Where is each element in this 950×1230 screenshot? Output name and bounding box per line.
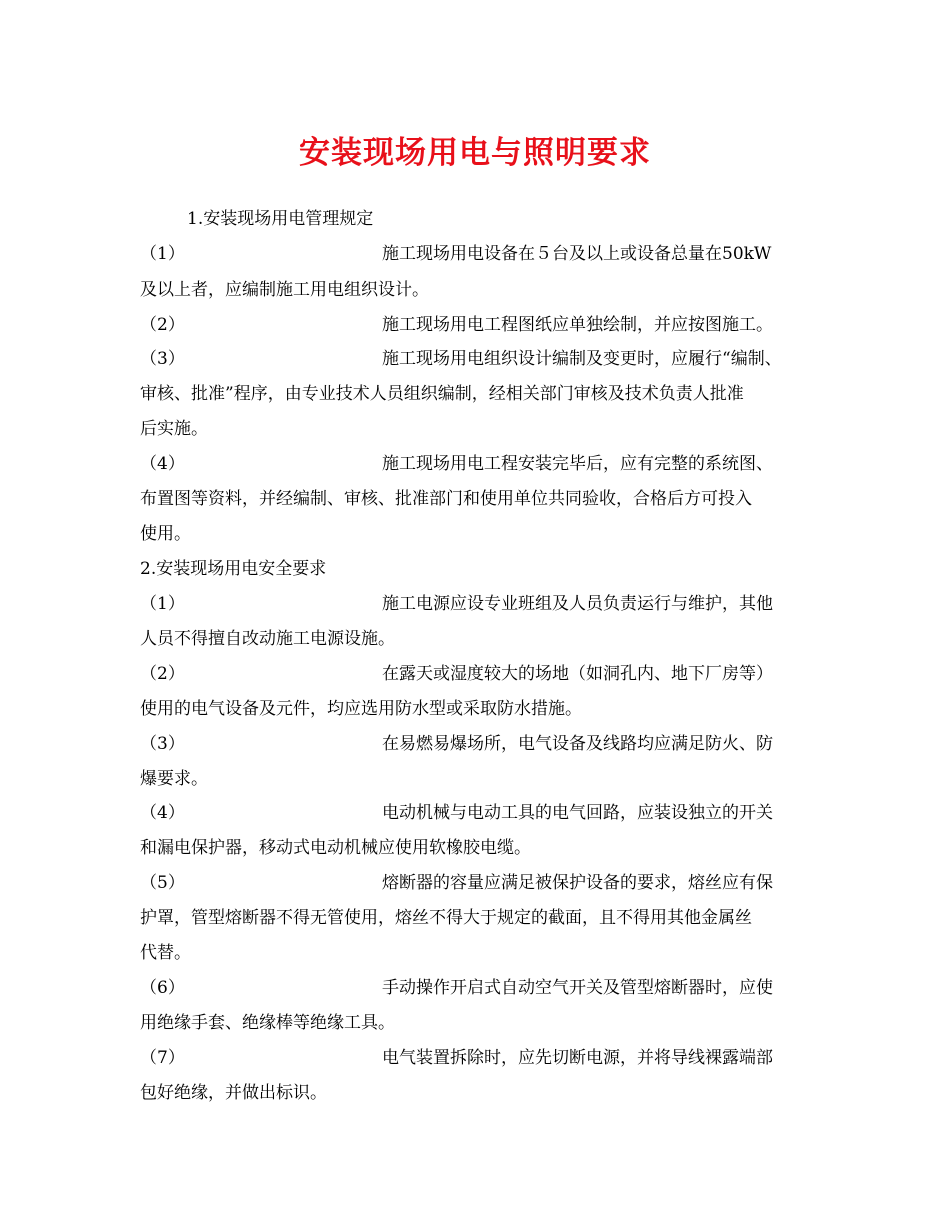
item-number: （5） <box>140 873 185 893</box>
item-number: （3） <box>140 734 185 754</box>
item-text-line: 手动操作开启式自动空气开关及管型熔断器时，应使 <box>382 978 773 998</box>
item-text-line: 施工现场用电工程安装完毕后，应有完整的系统图、 <box>382 454 773 474</box>
item-text-line: 施工现场用电工程图纸应单独绘制，并应按图施工。 <box>382 315 773 335</box>
item-text-line: 在露天或湿度较大的场地（如洞孔内、地下厂房等） <box>382 664 773 684</box>
section-1-heading: 1.安装现场用电管理规定 <box>187 209 374 229</box>
item-number: （1） <box>140 594 185 614</box>
item-text-line: 电气装置拆除时，应先切断电源，并将导线裸露端部 <box>382 1048 773 1068</box>
section-2-heading: 2.安装现场用电安全要求 <box>140 559 327 579</box>
item-text-line: 及以上者，应编制施工用电组织设计。 <box>140 280 429 300</box>
item-text-line: 包好绝缘，并做出标识。 <box>140 1083 327 1103</box>
item-text-line: 施工现场用电组织设计编制及变更时，应履行“编制、 <box>382 349 782 369</box>
item-text-line: 审核、批准”程序，由专业技术人员组织编制，经相关部门审核及技术负责人批准 <box>140 384 744 404</box>
item-number: （2） <box>140 315 185 335</box>
item-text-line: 熔断器的容量应满足被保护设备的要求，熔丝应有保 <box>382 873 773 893</box>
item-text-line: 施工电源应设专业班组及人员负责运行与维护，其他 <box>382 594 773 614</box>
item-text-line: 电动机械与电动工具的电气回路，应装设独立的开关 <box>382 803 773 823</box>
item-text-line: 在易燃易爆场所，电气设备及线路均应满足防火、防 <box>382 734 773 754</box>
item-number: （6） <box>140 978 185 998</box>
item-number: （2） <box>140 664 185 684</box>
item-text-line: 施工现场用电设备在５台及以上或设备总量在50kW <box>382 244 772 264</box>
item-number: （4） <box>140 454 185 474</box>
item-text-line: 和漏电保护器，移动式电动机械应使用软橡胶电缆。 <box>140 838 531 858</box>
item-text-line: 护罩，管型熔断器不得无管使用，熔丝不得大于规定的截面，且不得用其他金属丝 <box>140 908 752 928</box>
item-text-line: 代替。 <box>140 943 191 963</box>
item-number: （4） <box>140 803 185 823</box>
item-text-line: 后实施。 <box>140 419 208 439</box>
document-title: 安装现场用电与照明要求 <box>299 135 651 171</box>
item-text-line: 用绝缘手套、绝缘棒等绝缘工具。 <box>140 1013 395 1033</box>
item-text-line: 使用的电气设备及元件，均应选用防水型或采取防水措施。 <box>140 699 582 719</box>
item-text-line: 爆要求。 <box>140 769 208 789</box>
item-text-line: 使用。 <box>140 524 191 544</box>
item-text-line: 布置图等资料，并经编制、审核、批准部门和使用单位共同验收，合格后方可投入 <box>140 489 752 509</box>
item-number: （3） <box>140 349 185 369</box>
item-text-line: 人员不得擅自改动施工电源设施。 <box>140 629 395 649</box>
item-number: （7） <box>140 1048 185 1068</box>
item-number: （1） <box>140 244 185 264</box>
